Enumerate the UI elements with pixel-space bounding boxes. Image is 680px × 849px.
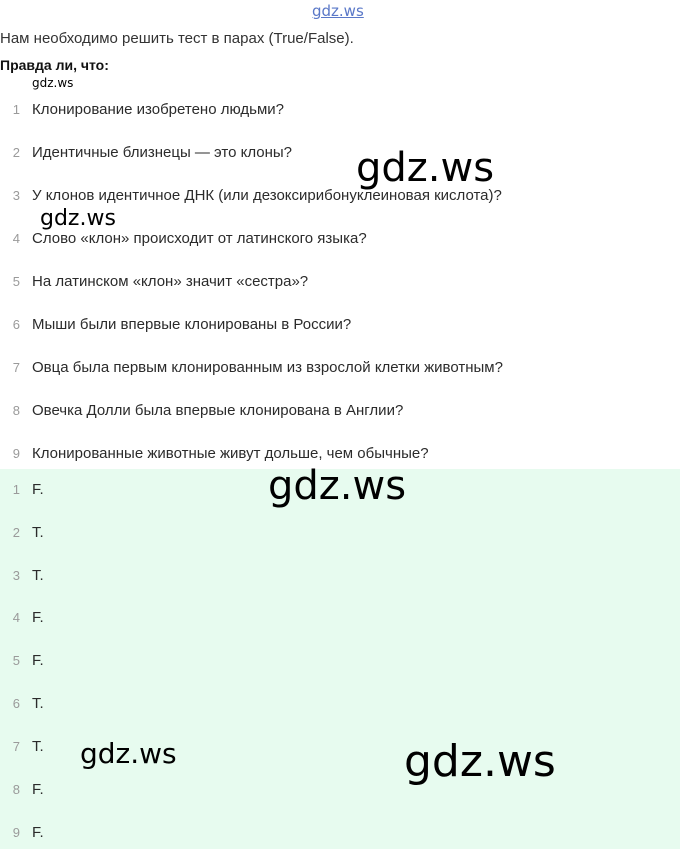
answers-panel [0, 469, 680, 849]
question-number: 2 [12, 144, 20, 160]
answer-number: 9 [12, 824, 20, 840]
question-number: 7 [12, 359, 20, 375]
question-heading: Правда ли, что: [0, 57, 109, 73]
answer-row [0, 607, 44, 627]
answer-text: F. [32, 823, 44, 841]
answer-text: T. [32, 566, 44, 584]
answer-number: 3 [12, 567, 20, 583]
answer-text: F. [32, 608, 44, 626]
question-number: 8 [12, 402, 20, 418]
answer-number: 1 [12, 481, 20, 497]
question-number: 6 [12, 316, 20, 332]
question-text: Мыши были впервые клонированы в России? [32, 315, 352, 333]
question-text: На латинском «клон» значит «сестра»? [32, 272, 309, 290]
answer-row [0, 736, 44, 756]
question-text: Идентичные близнецы — это клоны? [32, 143, 292, 161]
answer-row [0, 522, 44, 542]
answer-row [0, 650, 44, 670]
question-number: 1 [12, 101, 20, 117]
question-row [0, 228, 367, 248]
answer-number: 6 [12, 695, 20, 711]
answer-text: T. [32, 523, 44, 541]
question-row [0, 357, 503, 377]
task-instruction: Нам необходимо решить тест в парах (True/False). [0, 30, 354, 47]
question-number: 9 [12, 445, 20, 461]
question-text: Овца была первым клонированным из взрослой клетки животным? [32, 358, 503, 376]
answer-number: 5 [12, 652, 20, 668]
question-row [0, 271, 308, 291]
question-row [0, 99, 284, 119]
answer-text: T. [32, 737, 44, 755]
watermark-link[interactable]: gdz.ws [312, 2, 364, 20]
answer-text: T. [32, 694, 44, 712]
answer-text: F. [32, 780, 44, 798]
question-text: Слово «клон» происходит от латинского языка? [32, 229, 367, 247]
watermark: gdz.ws [40, 206, 116, 231]
answer-number: 7 [12, 738, 20, 754]
answer-row [0, 479, 44, 499]
question-text: Клонированные животные живут дольше, чем обычные? [32, 444, 429, 462]
watermark: gdz.ws [268, 463, 407, 509]
question-row [0, 443, 429, 463]
answer-row [0, 565, 44, 585]
watermark: gdz.ws [80, 737, 177, 770]
answer-number: 4 [12, 609, 20, 625]
answer-row [0, 693, 44, 713]
question-text: Клонирование изобретено людьми? [32, 100, 284, 118]
question-row [0, 400, 403, 420]
question-number: 4 [12, 230, 20, 246]
question-number: 3 [12, 187, 20, 203]
watermark: gdz.ws [356, 145, 495, 191]
answer-row [0, 779, 44, 799]
question-number: 5 [12, 273, 20, 289]
answer-text: F. [32, 480, 44, 498]
answer-number: 2 [12, 524, 20, 540]
answer-text: F. [32, 651, 44, 669]
answer-row [0, 822, 44, 842]
question-text: У клонов идентичное ДНК (или дезоксирибонуклеиновая кислота)? [32, 186, 502, 204]
watermark: gdz.ws [32, 76, 74, 90]
question-text: Овечка Долли была впервые клонирована в Англии? [32, 401, 404, 419]
answer-number: 8 [12, 781, 20, 797]
question-row [0, 314, 351, 334]
question-row [0, 142, 292, 162]
watermark: gdz.ws [404, 736, 556, 787]
